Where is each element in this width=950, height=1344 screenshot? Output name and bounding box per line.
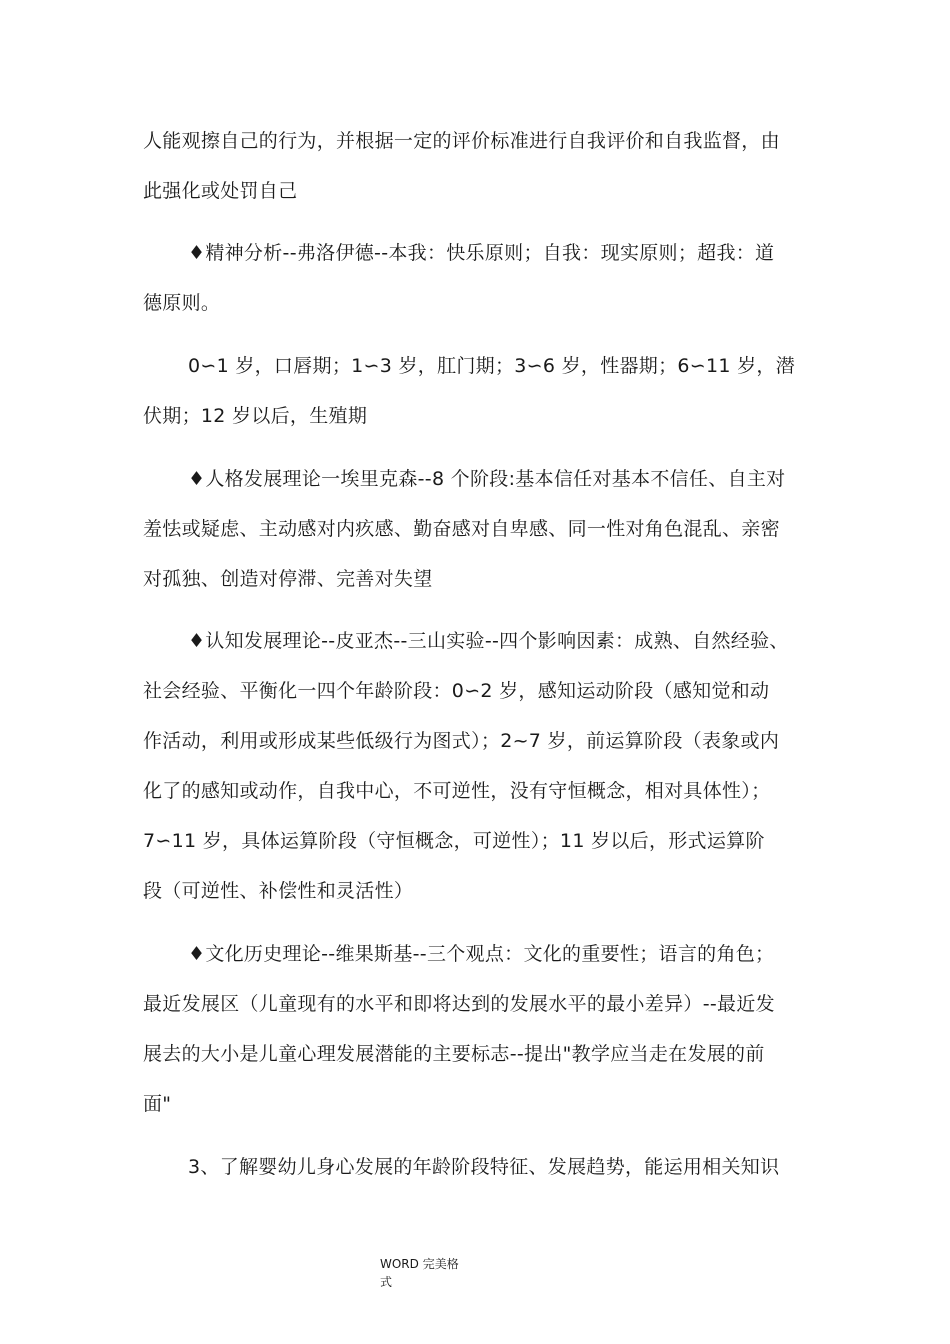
text-line: 展去的大小是儿童心理发展潜能的主要标志--提出"教学应当走在发展的前 [143, 1043, 765, 1065]
text-line: 0∽1 岁，口唇期；1∽3 岁，肛门期；3∽6 岁，性器期；6∽11 岁，潜 [188, 355, 796, 377]
text-line: 伏期；12 岁以后，生殖期 [143, 405, 368, 427]
page-footer: WORD 完美格式 [380, 1257, 459, 1289]
text-line: 面" [143, 1093, 172, 1115]
text-line: 德原则。 [143, 292, 221, 314]
text-line: 段（可逆性、补偿性和灵活性） [143, 880, 414, 902]
text-line: ♦精神分析--弗洛伊德--本我：快乐原则；自我：现实原则；超我：道 [188, 242, 775, 264]
text-line: 羞怯或疑虑、主动感对内疚感、勤奋感对自卑感、同一性对角色混乱、亲密 [143, 518, 780, 540]
text-line: ♦文化历史理论--维果斯基--三个观点：文化的重要性；语言的角色； [188, 943, 775, 965]
text-line: 作活动，利用或形成某些低级行为图式）；2~7 岁，前运算阶段（表象或内 [143, 730, 780, 752]
text-line: 人能观擦自己的行为，并根据一定的评价标准进行自我评价和自我监督，由 [143, 130, 780, 152]
text-line: 此强化或处罚自己 [143, 180, 298, 202]
text-line: 社会经验、平衡化一四个年龄阶段：0∽2 岁，感知运动阶段（感知觉和动 [143, 680, 770, 702]
text-line: 对孤独、创造对停滞、完善对失望 [143, 568, 433, 590]
text-line: 最近发展区（儿童现有的水平和即将达到的发展水平的最小差异）--最近发 [143, 993, 775, 1015]
text-line: 化了的感知或动作，自我中心，不可逆性，没有守恒概念，相对具体性）； [143, 780, 771, 802]
text-line: ♦人格发展理论一埃里克森--8 个阶段:基本信任对基本不信任、自主对 [188, 468, 786, 490]
text-line: 7∽11 岁，具体运算阶段（守恒概念，可逆性）；11 岁以后，形式运算阶 [143, 830, 765, 852]
text-line: 3、了解婴幼儿身心发展的年龄阶段特征、发展趋势，能运用相关知识 [188, 1156, 780, 1178]
text-line: ♦认知发展理论--皮亚杰--三山实验--四个影响因素：成熟、自然经验、 [188, 630, 789, 652]
